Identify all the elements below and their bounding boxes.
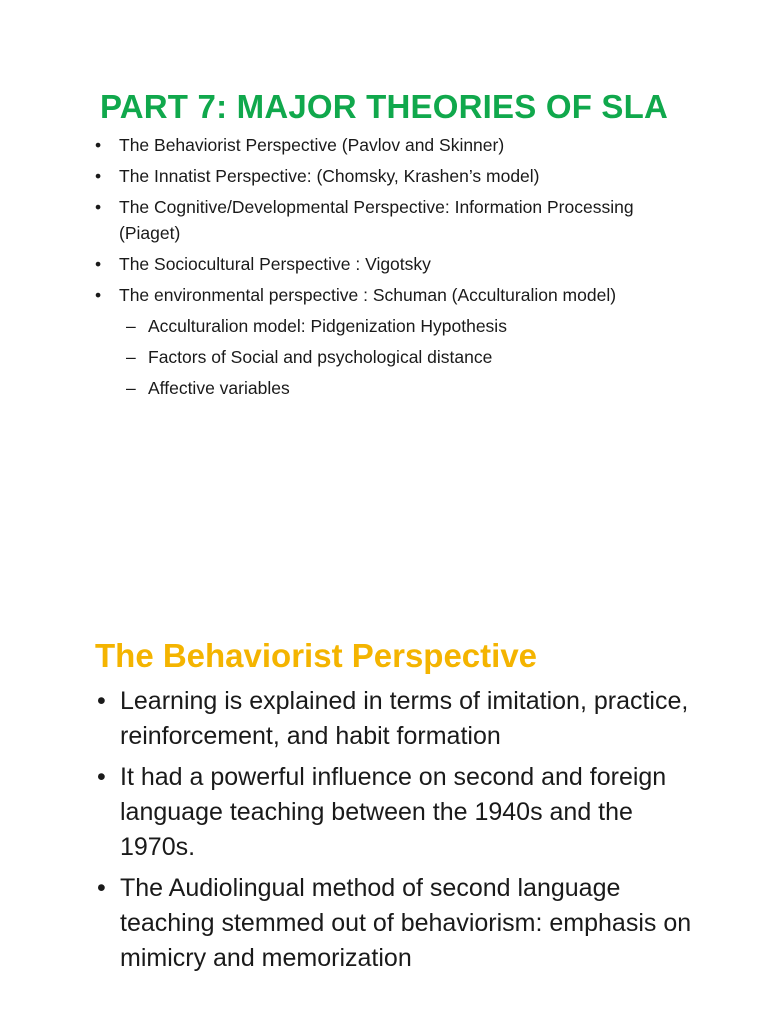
slide-title: PART 7: MAJOR THEORIES OF SLA <box>99 88 669 126</box>
list-item <box>92 163 652 189</box>
list-item-text: The Sociocultural Perspective : Vigotsky <box>119 254 431 274</box>
sub-list-item <box>92 344 652 370</box>
bullet-icon: • <box>95 166 102 186</box>
slide-behaviorist-perspective <box>0 560 768 1024</box>
list-item-text: It had a powerful influence on second and foreign language teaching between the 1940s and the 1970s. <box>120 763 667 861</box>
list-item-text: The Audiolingual method of second language teaching stemmed out of behaviorism: emphasis on mimicry and memorization <box>120 874 692 972</box>
bullet-icon: • <box>95 197 102 217</box>
bullet-icon: • <box>97 874 106 902</box>
dash-bullet-icon: – <box>126 347 136 367</box>
list-item-text: The environmental perspective : Schuman (Acculturalion model) <box>119 285 617 305</box>
sub-list-item-text: Affective variables <box>148 378 290 398</box>
list-item <box>92 194 652 246</box>
theories-list <box>92 132 652 406</box>
list-item <box>96 684 696 754</box>
list-item-text: The Behaviorist Perspective (Pavlov and Skinner) <box>119 135 505 155</box>
behaviorist-points-list <box>96 684 696 982</box>
bullet-icon: • <box>97 763 106 791</box>
bullet-icon: • <box>97 687 106 715</box>
sub-list-item <box>92 313 652 339</box>
dash-bullet-icon: – <box>126 316 136 336</box>
dash-bullet-icon: – <box>126 378 136 398</box>
list-item <box>96 871 696 976</box>
sub-list-item <box>92 375 652 401</box>
list-item-text: Learning is explained in terms of imitation, practice, reinforcement, and habit formation <box>120 687 689 750</box>
list-item <box>96 760 696 865</box>
list-item-text: The Innatist Perspective: (Chomsky, Krashen’s model) <box>119 166 540 186</box>
list-item-text: The Cognitive/Developmental Perspective: Information Processing (Piaget) <box>119 197 634 243</box>
sub-list-item-text: Acculturalion model: Pidgenization Hypothesis <box>148 316 507 336</box>
bullet-icon: • <box>95 135 102 155</box>
list-item <box>92 132 652 158</box>
bullet-icon: • <box>95 285 102 305</box>
sub-list-item-text: Factors of Social and psychological distance <box>148 347 493 367</box>
bullet-icon: • <box>95 254 102 274</box>
list-item <box>92 282 652 308</box>
list-item <box>92 251 652 277</box>
slide-title: The Behaviorist Perspective <box>95 637 538 675</box>
